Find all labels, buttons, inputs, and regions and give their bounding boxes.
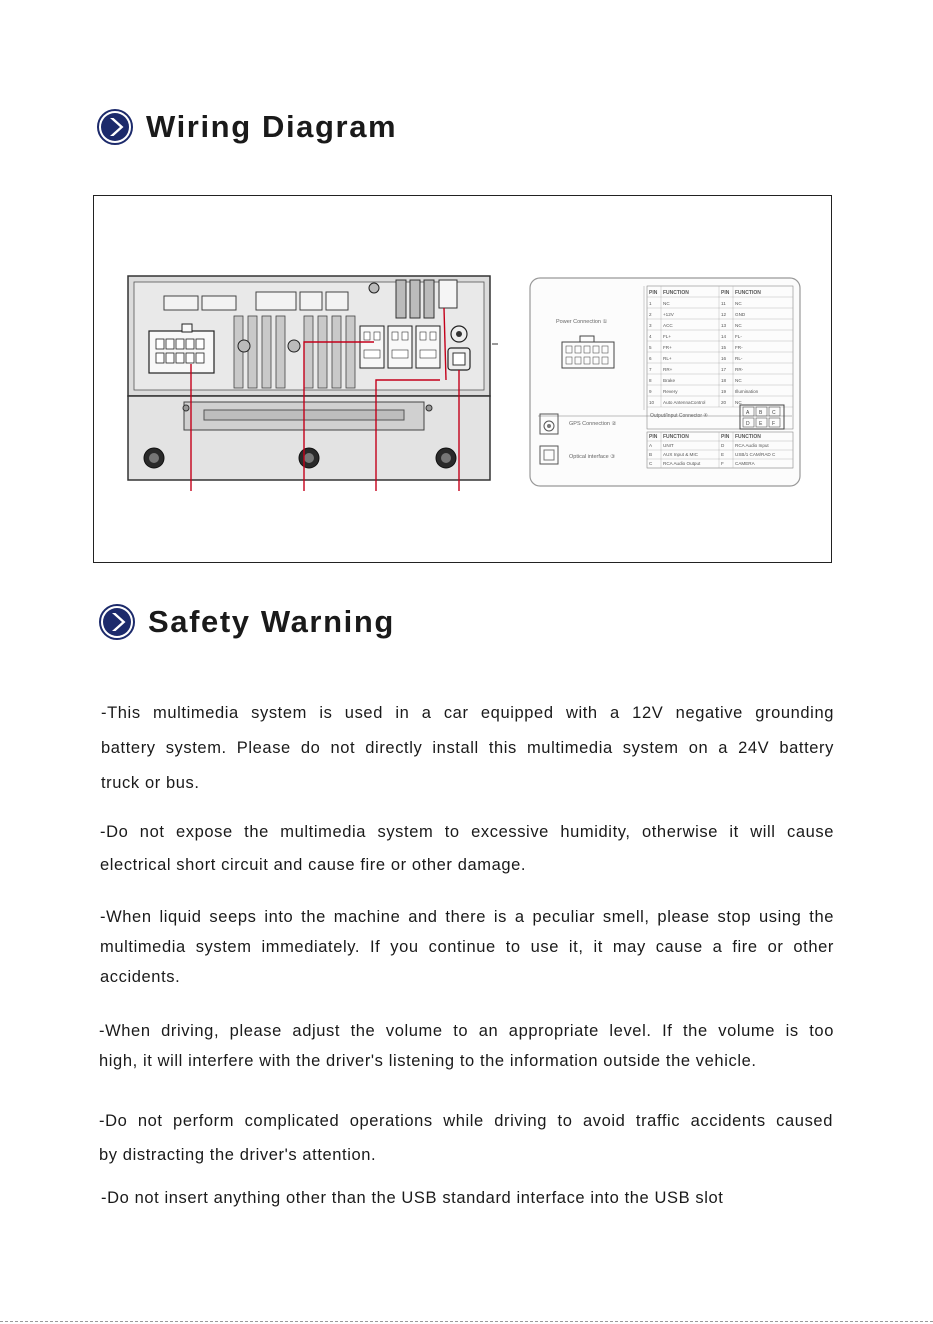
table-cell: RR-: [735, 367, 744, 372]
paragraph-line: -Do not perform complicated operations while driving to avoid traffic accidents caused: [99, 1112, 833, 1130]
paragraph-line: -When driving, please adjust the volume to an appropriate level. If the volume is too: [99, 1022, 834, 1040]
table-cell: 14: [721, 334, 727, 339]
head-unit-rear-view: [128, 276, 498, 480]
paragraph-line: -Do not expose the multimedia system to excessive humidity, otherwise it will cause: [100, 823, 834, 841]
table-cell: +12V: [663, 312, 674, 317]
connector-pin-letter: A: [746, 410, 750, 416]
table-cell: NC: [735, 301, 742, 306]
table-cell: FL+: [663, 334, 672, 339]
output-input-connector-label: Output/Input Connector ④: [650, 413, 708, 419]
table-cell: 6: [649, 356, 652, 361]
table-header-cell: FUNCTION: [663, 290, 689, 296]
table-header-cell: FUNCTION: [735, 434, 761, 440]
paragraph-line: multimedia system immediately. If you continue to use it, it may cause a fire or other: [100, 938, 834, 956]
table-cell: RR+: [663, 367, 673, 372]
table-cell: RL+: [663, 356, 672, 361]
table-cell: 8: [649, 378, 652, 383]
table-cell: UNIT: [663, 443, 674, 448]
table-cell: 16: [721, 356, 727, 361]
table-cell: 18: [721, 378, 727, 383]
table-cell: 11: [721, 301, 726, 306]
table-cell: NC: [663, 301, 670, 306]
paragraph-line: -When liquid seeps into the machine and there is a peculiar smell, please stop using the: [100, 908, 834, 926]
connector-pin-letter: D: [746, 421, 750, 427]
table-cell: 4: [649, 334, 652, 339]
table-cell: A: [649, 443, 653, 448]
table-cell: 1: [649, 301, 652, 306]
section-title: Safety Warning: [148, 604, 395, 639]
page-bottom-divider: [0, 1321, 933, 1322]
connector-pin-letter: E: [759, 421, 763, 427]
table-cell: NC: [735, 400, 742, 405]
warning-paragraph: [101, 696, 834, 801]
connector-pin-letter: C: [772, 410, 776, 416]
table-cell: 12: [721, 312, 727, 317]
table-cell: 5: [649, 345, 652, 350]
paragraph-line: -This multimedia system is used in a car equipped with a 12V negative grounding: [101, 704, 834, 722]
paragraph-line: truck or bus.: [101, 774, 200, 792]
table-cell: F: [721, 461, 724, 466]
table-cell: C: [649, 461, 653, 466]
table-header-cell: PIN: [649, 290, 658, 296]
paragraph-line: battery system. Please do not directly install this multimedia system on a 24V battery: [101, 739, 834, 757]
table-cell: ACC: [663, 323, 673, 328]
paragraph-line: -Do not insert anything other than the USB standard interface into the USB slot: [101, 1189, 724, 1207]
table-cell: 3: [649, 323, 652, 328]
table-cell: FL-: [735, 334, 742, 339]
table-cell: FR-: [735, 345, 743, 350]
warning-paragraph: [100, 816, 834, 882]
table-cell: 17: [721, 367, 727, 372]
table-cell: 20: [721, 400, 727, 405]
table-cell: FR+: [663, 345, 672, 350]
table-cell: NC: [735, 323, 742, 328]
table-cell: RL-: [735, 356, 743, 361]
table-cell: AUX Input & MIC: [663, 452, 698, 457]
table-cell: GND: [735, 312, 746, 317]
chevron-circle-icon: [98, 603, 136, 641]
table-cell: 10: [649, 400, 655, 405]
wiring-diagram-figure: [93, 195, 832, 563]
table-header-cell: FUNCTION: [663, 434, 689, 440]
paragraph-line: electrical short circuit and cause fire or other damage.: [100, 856, 527, 874]
warning-paragraph: [100, 902, 834, 992]
wiring-diagram-drawing: [94, 196, 833, 564]
warning-paragraph: [99, 1016, 834, 1076]
table-header-cell: PIN: [649, 434, 658, 440]
section-title: Wiring Diagram: [146, 109, 398, 144]
warning-paragraph: [101, 1187, 834, 1209]
table-cell: B: [649, 452, 653, 457]
warning-paragraph: [99, 1104, 833, 1172]
paragraph-line: accidents.: [100, 968, 181, 986]
table-cell: NC: [735, 378, 742, 383]
table-cell: 2: [649, 312, 652, 317]
paragraph-line: high, it will interfere with the driver's listening to the information outside the vehicle.: [99, 1052, 757, 1070]
safety-warning-heading: [98, 603, 395, 641]
table-cell: 7: [649, 367, 652, 372]
table-cell: Auto AntennaControl: [663, 400, 706, 405]
table-cell: 13: [721, 323, 727, 328]
table-header-cell: PIN: [721, 434, 730, 440]
optical-interface-label: Optical interface ③: [569, 454, 616, 460]
table-cell: CAMERA: [735, 461, 755, 466]
table-cell: USB/1 CAM/RAD C: [735, 452, 776, 457]
table-cell: Revery: [663, 389, 678, 394]
power-connection-label: Power Connection ①: [556, 319, 608, 325]
table-cell: D: [721, 443, 725, 448]
table-header-cell: PIN: [721, 290, 730, 296]
paragraph-line: by distracting the driver's attention.: [99, 1146, 377, 1164]
wiring-diagram-heading: [96, 108, 397, 146]
table-cell: E: [721, 452, 725, 457]
table-cell: 9: [649, 389, 652, 394]
gps-connection-label: GPS Connection ②: [569, 421, 617, 427]
table-cell: Brake: [663, 378, 676, 383]
table-cell: 15: [721, 345, 727, 350]
table-cell: 19: [721, 389, 727, 394]
pinout-card: [530, 278, 800, 486]
table-cell: RCA Audio Input: [735, 443, 769, 448]
table-cell: RCA Audio Output: [663, 461, 701, 466]
table-header-cell: FUNCTION: [735, 290, 761, 296]
chevron-circle-icon: [96, 108, 134, 146]
connector-pin-letter: B: [759, 410, 763, 416]
connector-pin-letter: F: [772, 421, 776, 427]
table-cell: Illumination: [735, 389, 759, 394]
